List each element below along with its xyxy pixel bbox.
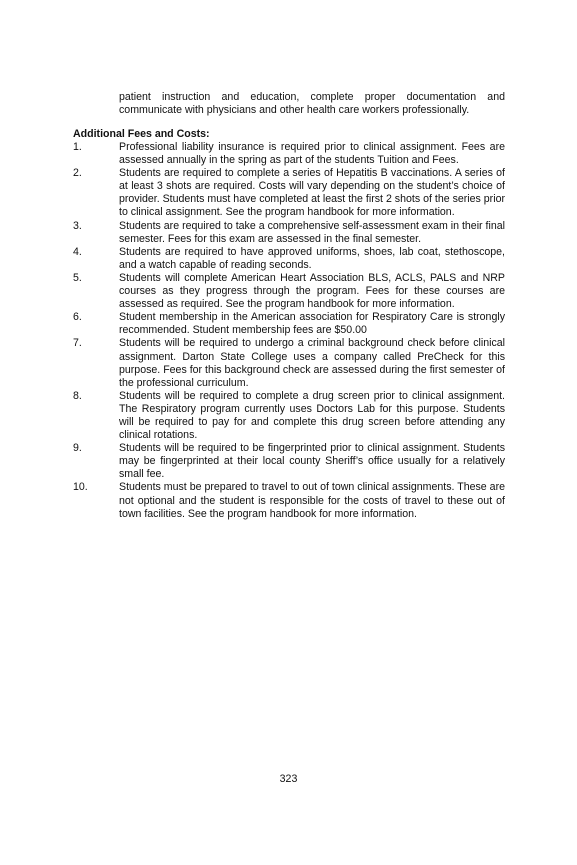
- list-item: [73, 246, 505, 272]
- list-item: [73, 442, 505, 481]
- page-number: 323: [279, 773, 298, 785]
- item-number: 1.: [73, 141, 82, 153]
- list-item: [73, 220, 505, 246]
- item-number: 7.: [73, 337, 82, 350]
- item-text: Students will be required to undergo a criminal background check before clinical assignment. Darton State College uses a company called PreCheck for this purpose. Fees for this background check are assessed during the first semester of the professional curriculum.: [119, 337, 505, 389]
- item-text: Students will complete American Heart Association BLS, ACLS, PALS and NRP courses as they progress through the program. Fees for these courses are assessed as required. See the program handbook for more information.: [119, 271, 505, 311]
- fees-list: [73, 141, 505, 521]
- intro-paragraph: patient instruction and education, complete proper documentation and communicate with physicians and other health care workers professionally.: [119, 91, 505, 117]
- item-text: Students are required to have approved uniforms, shoes, lab coat, stethoscope, and a watch capable of reading seconds.: [119, 245, 505, 271]
- item-text: Students will be required to complete a drug screen prior to clinical assignment. The Respiratory program currently uses Doctors Lab for this purpose. Students will be required to pay for and complete this drug screen before attending any clinical rotations.: [119, 389, 505, 442]
- list-item: [73, 337, 505, 389]
- item-number: 3.: [73, 219, 82, 232]
- list-item: [73, 167, 505, 219]
- item-number: 6.: [73, 311, 82, 324]
- item-number: 2.: [73, 167, 82, 180]
- list-item: [73, 141, 505, 167]
- list-item: [73, 481, 505, 520]
- list-item: [73, 272, 505, 311]
- item-number: 9.: [73, 442, 82, 455]
- item-number: 4.: [73, 245, 82, 258]
- section-heading: Additional Fees and Costs:: [73, 128, 210, 140]
- item-number: 8.: [73, 389, 82, 402]
- item-text: Students are required to complete a series of Hepatitis B vaccinations. A series of at least 3 shots are required. Costs will vary depending on the student’s choice of provider. Students must have completed at least the first 2 shots of the series prior to clinical assignment. See the program handbook for more information.: [119, 167, 505, 219]
- item-text: Student membership in the American association for Respiratory Care is strongly recommended. Student membership fees are $50.00: [119, 311, 505, 337]
- item-text: Students will be required to be fingerprinted prior to clinical assignment. Students may be fingerprinted at their local county Sheriff’s office usually for a relatively small fee.: [119, 442, 505, 481]
- list-item: [73, 390, 505, 442]
- item-number: 10.: [73, 481, 88, 494]
- item-text: Students must be prepared to travel to out of town clinical assignments. These are not optional and the student is responsible for the costs of travel to these out of town facilities. See the program handbook for more information.: [119, 481, 505, 520]
- list-item: [73, 311, 505, 337]
- item-number: 5.: [73, 271, 82, 284]
- item-text: Professional liability insurance is required prior to clinical assignment. Fees are assessed annually in the spring as part of the students Tuition and Fees.: [119, 141, 505, 167]
- item-text: Students are required to take a comprehensive self-assessment exam in their final semester. Fees for this exam are assessed in the final semester.: [119, 219, 505, 245]
